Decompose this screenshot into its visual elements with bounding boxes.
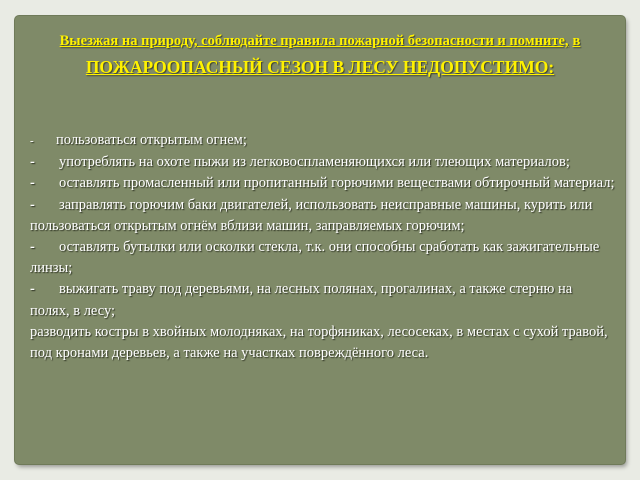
list-item-text: оставлять бутылки или осколки стекла, т.к. они способны сработать как зажигательные линзы; <box>30 239 600 277</box>
list-item <box>30 195 615 237</box>
list-dash: - <box>30 135 34 147</box>
list-dash: - <box>30 281 35 298</box>
list-item <box>30 130 615 152</box>
list-dash: - <box>30 175 35 192</box>
list-item <box>30 237 615 279</box>
list-item <box>30 152 615 173</box>
list-item-text: разводить костры в хвойных молодняках, на торфяниках, лесосеках, в местах с сухой травой, под кронами деревьев, а также на участках повреждённого леса. <box>30 323 608 362</box>
list-item <box>30 322 615 364</box>
warning-heading <box>30 28 610 82</box>
list-item <box>30 279 615 321</box>
heading-lead: Выезжая на природу, соблюдайте правила пожарной безопасности и помните, <box>59 33 569 49</box>
list-item-text: заправлять горючим баки двигателей, использовать неисправные машины, курить или пользоваться открытым огнём вблизи машин, заправляемых горючим; <box>30 196 593 234</box>
list-item-text: пользоваться открытым огнем; <box>56 132 247 148</box>
list-dash: - <box>30 196 35 213</box>
list-item-text: выжигать траву под деревьями, на лесных полянах, прогалинах, а также стерню на полях, в лесу; <box>30 281 573 319</box>
heading-in: в <box>572 33 581 49</box>
rules-list <box>30 130 615 364</box>
heading-emphasis: ПОЖАРООПАСНЫЙ СЕЗОН В ЛЕСУ НЕДОПУСТИМО: <box>85 57 555 77</box>
list-dash: - <box>30 239 35 256</box>
list-item-text: употреблять на охоте пыжи из легковоспламеняющихся или тлеющих материалов; <box>59 154 570 171</box>
list-dash: - <box>30 154 35 171</box>
list-item <box>30 173 615 194</box>
list-item-text: оставлять промасленный или пропитанный горючими веществами обтирочный материал; <box>59 175 615 192</box>
